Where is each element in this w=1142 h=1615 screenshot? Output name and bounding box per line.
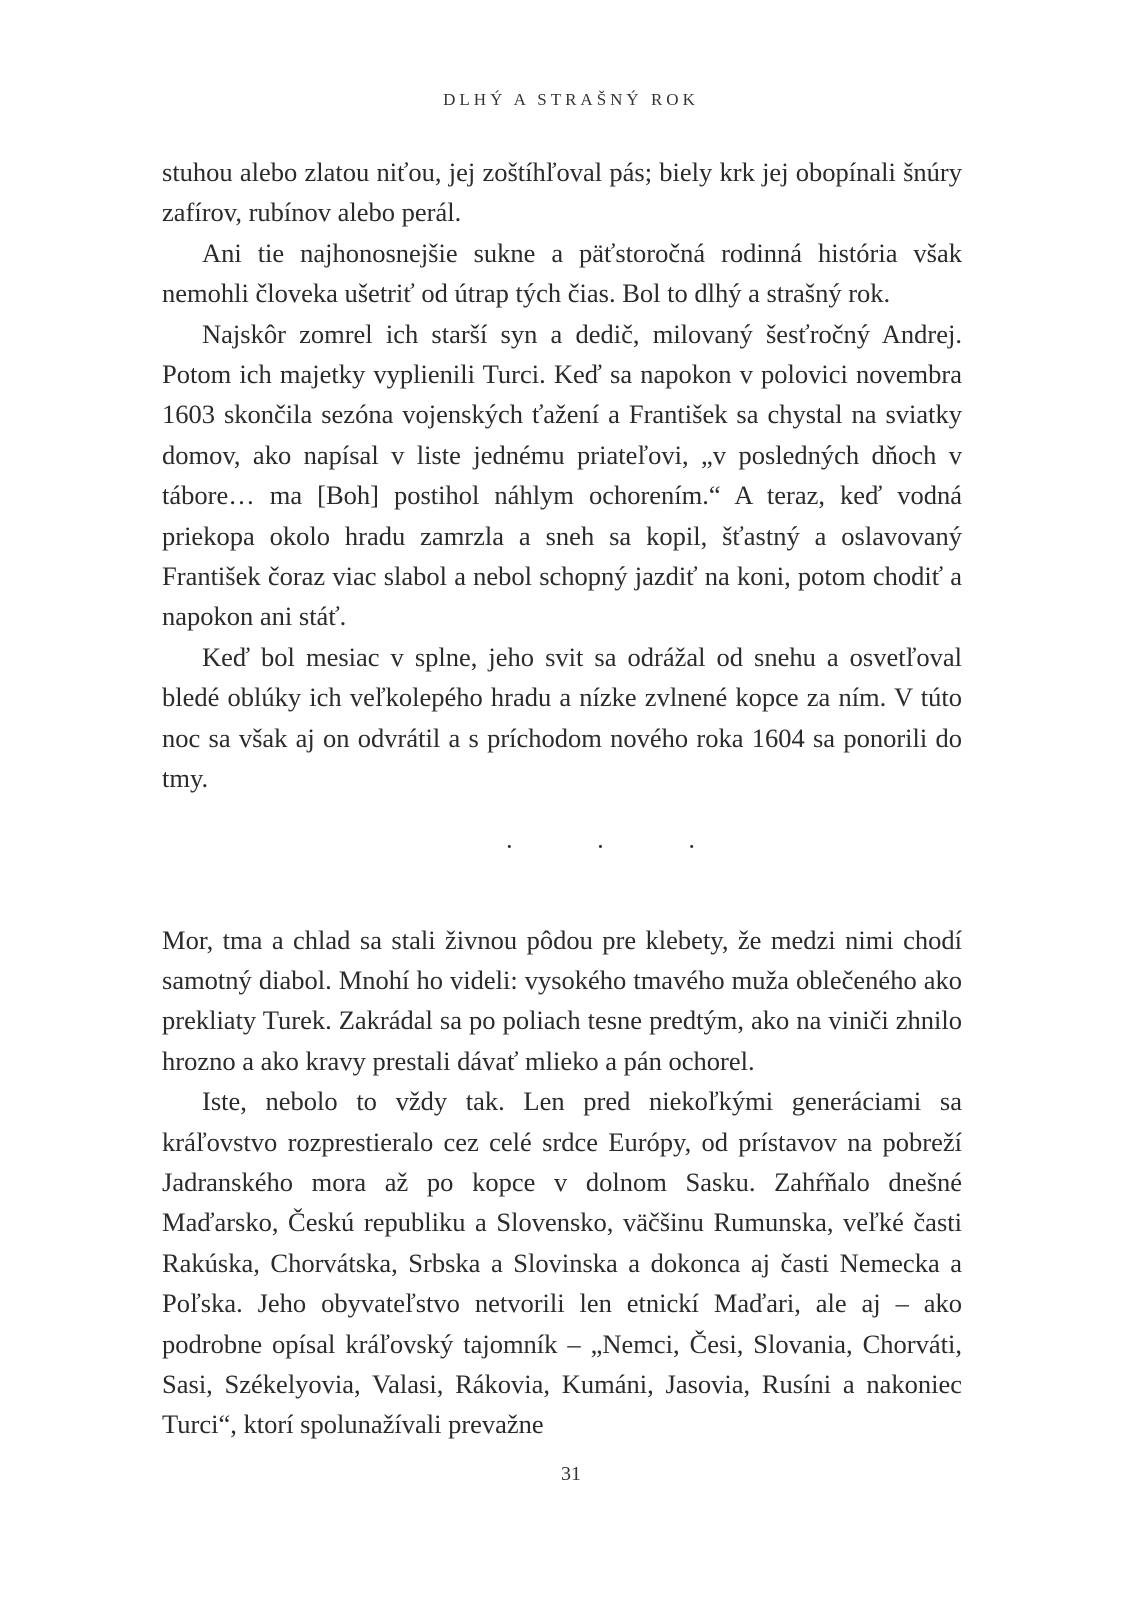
page-number: 31 — [561, 1463, 581, 1485]
section-break-dots: · · · — [505, 831, 734, 861]
paragraph: stuhou alebo zlatou niťou, jej zoštíhľoval pás; biely krk jej obopínali šnúry zafírov, rubínov alebo perál. — [162, 157, 962, 228]
section-break — [162, 799, 962, 920]
paragraph: Ani tie najhonosnejšie sukne a päťstoročná rodinná história však nemohli človeka ušetriť od útrap tých čias. Bol to dlhý a strašný rok. — [162, 237, 962, 309]
paragraph: Mor, tma a chlad sa stali živnou pôdou pre klebety, že medzi nimi chodí samotný diabol. Mnohí ho videli: vysokého tmavého muža oblečeného ako prekliaty Turek. Zakrádal sa po poliach tesne predtým, ako na viniči zhnilo hrozno a ako kravy prestali dávať mlieko a pán ochorel. — [162, 924, 962, 1076]
running-header: DLHÝ A STRAŠNÝ ROK — [443, 90, 699, 109]
paragraph: Iste, nebolo to vždy tak. Len pred niekoľkými generáciami sa kráľovstvo rozprestieralo cez celé srdce Európy, od prístavov na pobreží Jadranského mora až po kopce v dolnom Sasku. Zahŕňalo dnešné Maďarsko, Českú republiku a Slovensko, väčšinu Rumunska, veľké časti Rakúska, Chorvátska, Srbska a Slovinska a dokonca aj časti Nemecka a Poľska. Jeho obyvateľstvo netvorili len etnickí Maďari, ale aj – ako podrobne opísal kráľovský tajomník – „Nemci, Česi, Slovania, Chorváti, Sasi, Székelyovia, Valasi, Rákovia, Kumáni, Jasovia, Rusíni a nakoniec Turci“, ktorí spolunažívali prevažne — [162, 1086, 962, 1440]
paragraph: Najskôr zomrel ich starší syn a dedič, milovaný šesťročný Andrej. Potom ich majetky vyplienili Turci. Keď sa napokon v polovici novembra 1603 skončila sezóna vojenských ťažení a František sa chystal na sviatky domov, ako napísal v liste jednému priateľovi, „v posledných dňoch v tábore… ma [Boh] postihol náhlym ochorením.“ A teraz, keď vodná priekopa okolo hradu zamrzla a sneh sa kopil, šťastný a oslavovaný František čoraz viac slabol a nebol schopný jazdiť na koni, potom chodiť a napokon ani stáť. — [162, 318, 962, 632]
body-text — [162, 152, 962, 1445]
paragraph: Keď bol mesiac v splne, jeho svit sa odrážal od snehu a osvetľoval bledé oblúky ich veľkolepého hradu a nízke zvlnené kopce za ním. V túto noc sa však aj on odvrátil a s príchodom nového roka 1604 sa ponorili do tmy. — [162, 641, 962, 794]
